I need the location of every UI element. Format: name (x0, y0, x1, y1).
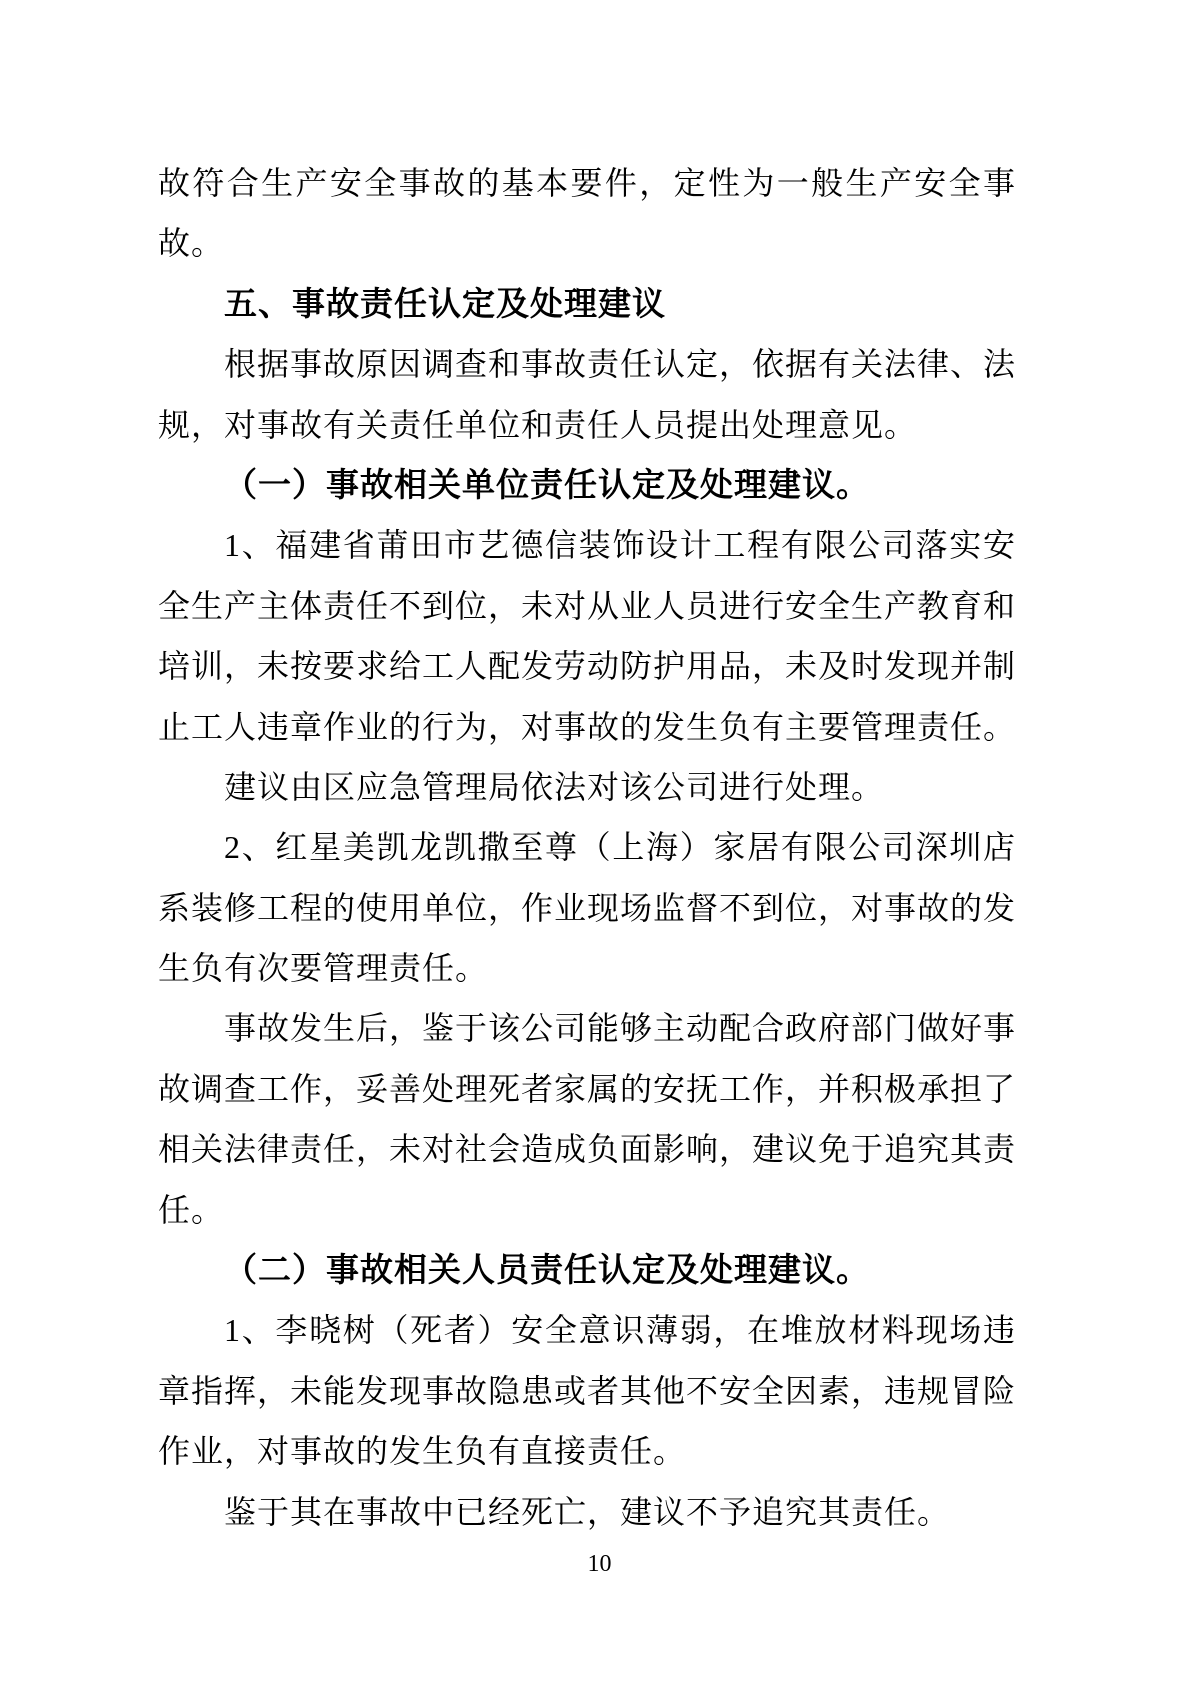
heading-line: （二）事故相关人员责任认定及处理建议。 (224, 1251, 870, 1289)
body-line: 作业，对事故的发生负有直接责任。 (158, 1433, 687, 1470)
body-line: 培训，未按要求给工人配发劳动防护用品，未及时发现并制 (158, 648, 1016, 685)
body-line: 故。 (158, 225, 225, 262)
body-line: 相关法律责任，未对社会造成负面影响，建议免于追究其责 (158, 1131, 1016, 1168)
document-body (158, 153, 1016, 1542)
body-line: 2、红星美凯龙凯撒至尊（上海）家居有限公司深圳店 (224, 829, 1016, 866)
heading-line: 五、事故责任认定及处理建议 (224, 284, 666, 322)
page-number: 10 (587, 1551, 612, 1577)
body-line: 1、福建省莆田市艺德信装饰设计工程有限公司落实安 (224, 527, 1016, 564)
body-line: 根据事故原因调查和事故责任认定，依据有关法律、法 (224, 346, 1016, 383)
body-line: 全生产主体责任不到位，未对从业人员进行安全生产教育和 (158, 587, 1016, 624)
body-line: 生负有次要管理责任。 (158, 950, 489, 987)
body-line: 建议由区应急管理局依法对该公司进行处理。 (224, 768, 885, 805)
body-line: 止工人违章作业的行为，对事故的发生负有主要管理责任。 (158, 708, 1016, 745)
body-line: 故调查工作，妥善处理死者家属的安抚工作，并积极承担了 (158, 1070, 1016, 1107)
body-line: 系装修工程的使用单位，作业现场监督不到位，对事故的发 (158, 889, 1016, 926)
body-line: 1、李晓树（死者）安全意识薄弱，在堆放材料现场违 (224, 1312, 1016, 1349)
body-line: 鉴于其在事故中已经死亡，建议不予追究其责任。 (224, 1493, 951, 1530)
body-line: 任。 (158, 1191, 225, 1228)
body-line: 故符合生产安全事故的基本要件，定性为一般生产安全事 (158, 165, 1016, 201)
heading-line: （一）事故相关单位责任认定及处理建议。 (224, 465, 870, 503)
page-footer (0, 1544, 1199, 1584)
body-line: 规，对事故有关责任单位和责任人员提出处理意见。 (158, 406, 918, 443)
body-line: 事故发生后，鉴于该公司能够主动配合政府部门做好事 (224, 1010, 1016, 1047)
body-line: 章指挥，未能发现事故隐患或者其他不安全因素，违规冒险 (158, 1372, 1016, 1409)
